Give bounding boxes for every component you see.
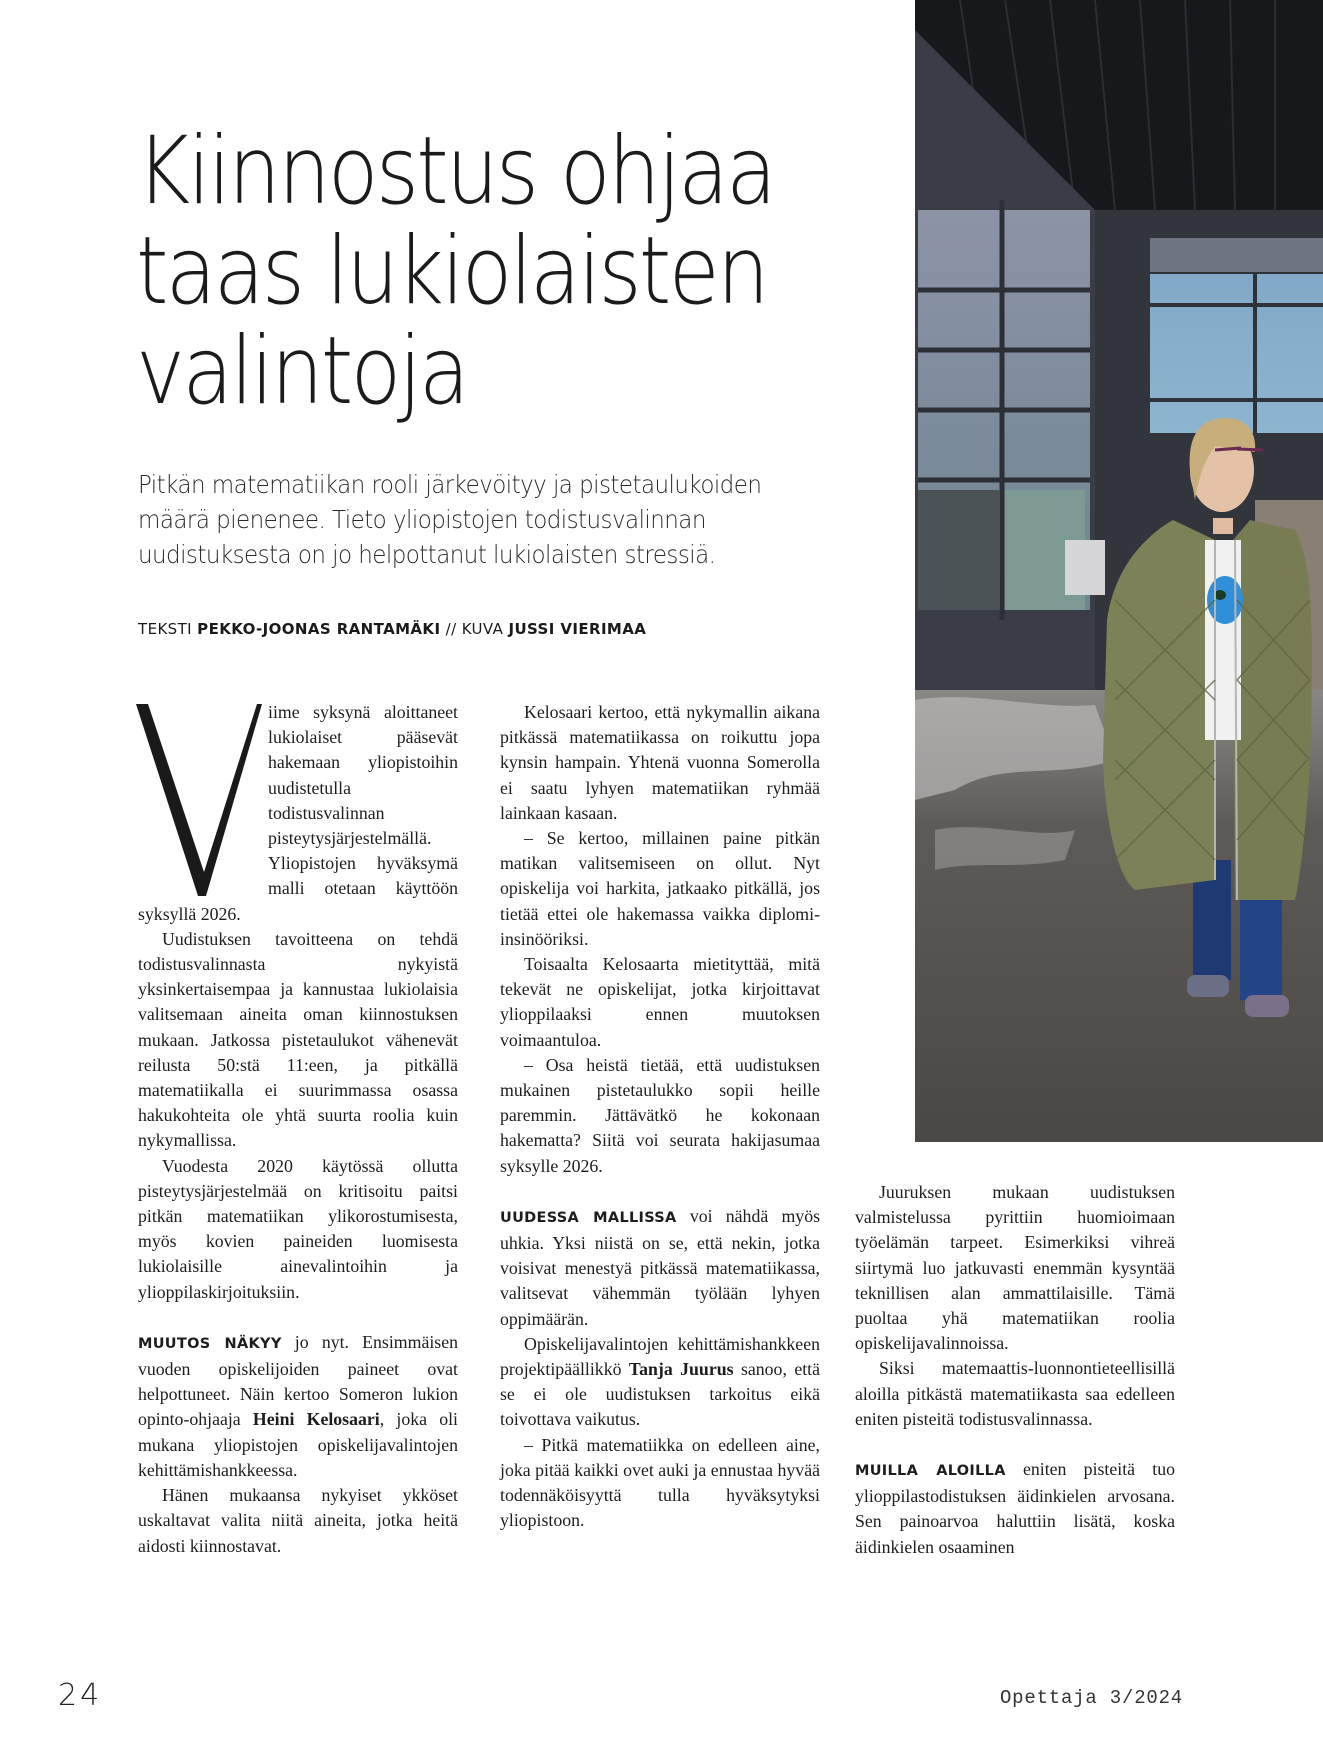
- photo-illustration: [915, 0, 1323, 1142]
- article-column-1: [138, 700, 458, 1559]
- paragraph: Uudistuksen tavoitteena on tehdä todistusvalinnasta nykyistä yksinkertaisempaa ja kannustaa lukiolaisia valitsemaan aineita oman kiinnostuksen mukaan. Jatkossa pistetaulukot vähenevät reilusta 50:stä 11:een, ja pitkällä matematiikalla ei suurimmassa osassa hakukohteita ole yhtä suurta roolia kuin nykymallissa.: [138, 928, 458, 1151]
- byline: [138, 620, 646, 638]
- dropcap-letter-v: [136, 704, 262, 896]
- section-paragraph: MUILLA ALOILLA eniten pisteitä tuo ylioppilastodistuksen äidinkielen arvosana. Sen painoarvoa haluttiin lisätä, koska äidinkielen osaaminen: [855, 1459, 1176, 1557]
- section-paragraph: UUDESSA MALLISSA voi nähdä myös uhkia. Yksi niistä on se, että nekin, jotka voisivat menestyä pitkässä matematiikassa, valitsevat vähemmän työlään lyhyen oppimäärän.: [500, 1205, 821, 1329]
- section-paragraph: MUUTOS NÄKYY jo nyt. Ensimmäisen vuoden opiskelijoiden paineet ovat helpottuneet. Näin kertoo Someron lukion opinto-ohjaaja Heini Kelosaari, joka oli mukana yliopistojen opiskelijavalintojen kehittämishankkeessa.: [138, 1331, 458, 1480]
- person-name: Heini Kelosaari: [252, 1409, 380, 1430]
- paragraph: Opiskelijavalintojen kehittämishankkeen projektipäällikkö Tanja Juurus sanoo, että se ei ole uudistuksen tarkoitus eikä toivottava vaikutus.: [500, 1333, 820, 1430]
- headline-line: taas lukiolaisten: [136, 217, 767, 326]
- section-lead-in: UUDESSA MALLISSA: [500, 1209, 677, 1226]
- byline-photo-label: KUVA: [461, 620, 504, 638]
- magazine-issue: Opettaja 3/2024: [999, 1687, 1183, 1709]
- quote-paragraph: – Pitkä matematiikka on edelleen aine, joka pitää kaikki ovet auki ja ennustaa hyvää todennäköisyyttä tulla hyväksytyksi yliopistoon.: [500, 1434, 820, 1531]
- byline-author: PEKKO-JOONAS RANTAMÄKI: [197, 620, 441, 638]
- paragraph: Vuodesta 2020 käytössä ollutta pisteytysjärjestelmää on kritisoitu paitsi pitkän matematiikan ylikorostumisesta, myös kovien paineiden luomisesta lukiolaisille ainevalintoihin ja ylioppilaskirjoituksiin.: [138, 1155, 458, 1302]
- quote-paragraph: – Osa heistä tietää, että uudistuksen mukainen pistetaulukko sopii heille paremmin. Jättävätkö he kokonaan hakematta? Siitä voi seurata hakijasumaa syksylle 2026.: [500, 1054, 820, 1176]
- article-photo: [915, 0, 1323, 1142]
- article-column-3: [855, 1180, 1175, 1560]
- paragraph: Toisaalta Kelosaarta mietityttää, mitä tekevät ne opiskelijat, jotka kirjoittavat ylioppilaaksi ennen muutoksen voimaantuloa.: [500, 954, 820, 1050]
- lead-line: uudistuksesta on jo helpottanut lukiolaisten stressiä.: [138, 540, 716, 569]
- quote-paragraph: – Se kertoo, millainen paine pitkän matikan valitsemiseen on ollut. Nyt opiskelija voi harkita, jatkaako pitkällä, jos tietää ettei ole hakemassa vaikka diplomi-insinööriksi.: [500, 828, 820, 949]
- byline-text-label: TEKSTI: [138, 620, 192, 638]
- paragraph: iime syksynä aloittaneet lukiolaiset pääsevät hakemaan yliopistoihin uudistetulla todistusvalinnan pisteytysjärjestelmällä. Yliopistojen hyväksymä malli otetaan käyttöön syksyllä 2026.: [138, 702, 458, 924]
- byline-photographer: JUSSI VIERIMAA: [508, 620, 647, 638]
- person-name: Tanja Juurus: [628, 1359, 734, 1380]
- section-lead-in: MUILLA ALOILLA: [855, 1463, 1006, 1480]
- paragraph: Kelosaari kertoo, että nykymallin aikana pitkässä matematiikassa on roikuttu jopa kynsin hampain. Yhtenä vuonna Somerolla ei saatu lyhyen matematiikan ryhmää lainkaan kasaan.: [500, 702, 820, 823]
- section-lead-in: MUUTOS NÄKYY: [138, 1335, 282, 1352]
- article-lead: [138, 467, 800, 572]
- article-column-2: [500, 700, 820, 1534]
- paragraph: Hänen mukaansa nykyiset ykköset uskaltavat valita niitä aineita, jotka heitä aidosti kiinnostavat.: [138, 1485, 458, 1556]
- dropcap: [136, 704, 262, 896]
- page-number: 24: [58, 1678, 103, 1713]
- paragraph: Siksi matemaattis-luonnontieteellisillä aloilla pitkästä matematiikasta saa edelleen eniten pisteitä todistusvalinnassa.: [855, 1358, 1175, 1429]
- paragraph: Juuruksen mukaan uudistuksen valmistelussa pyrittiin huomioimaan työelämän tarpeet. Esimerkiksi vihreä siirtymä luo jatkuvasti enemmän kysyntää teknillisen alan ammattilaisille. Tämä puoltaa yhä matematiikan roolia opiskelijavalinnoissa.: [855, 1182, 1175, 1354]
- article-headline: [136, 117, 805, 426]
- lead-line: Pitkän matematiikan rooli järkevöityy ja pistetaulukoiden: [138, 470, 762, 499]
- headline-line: Kiinnostus ohjaa: [136, 117, 775, 226]
- lead-line: määrä pienenee. Tieto yliopistojen todistusvalinnan: [138, 505, 706, 534]
- byline-separator: //: [445, 620, 457, 638]
- headline-line: valintoja: [136, 317, 468, 426]
